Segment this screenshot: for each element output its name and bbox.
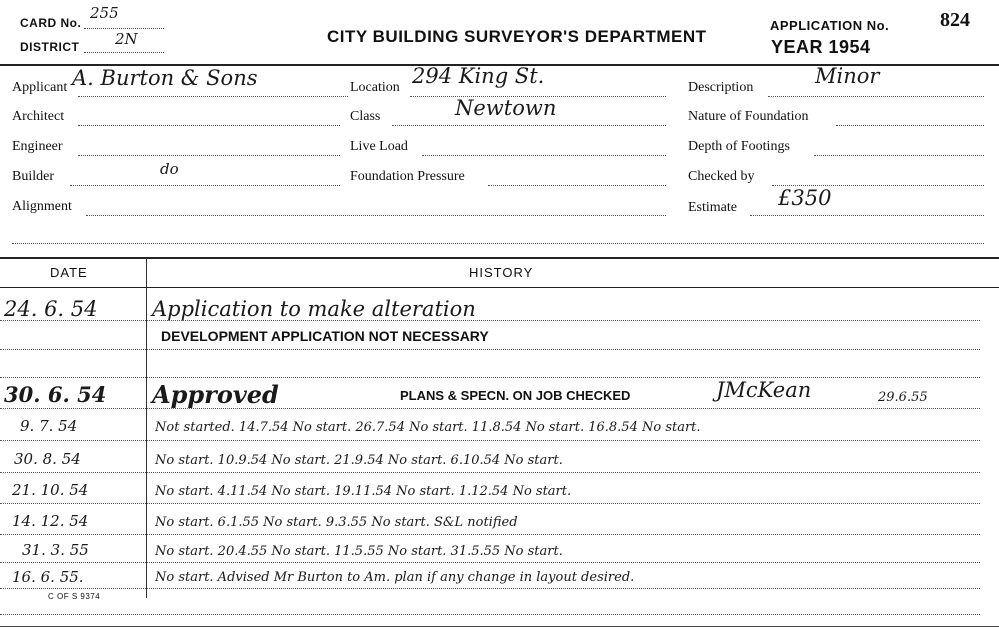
history-row-line bbox=[0, 503, 980, 504]
history-row-line bbox=[0, 472, 980, 473]
history-entry: No start. Advised Mr Burton to Am. plan if any change in layout desired. bbox=[155, 570, 635, 585]
year-label: YEAR 1954 bbox=[771, 37, 871, 57]
history-row-line bbox=[0, 562, 980, 563]
history-date: 9. 7. 54 bbox=[20, 417, 78, 435]
development-stamp: DEVELOPMENT APPLICATION NOT NECESSARY bbox=[161, 328, 489, 344]
description-value: Minor bbox=[815, 64, 880, 88]
engineer-line bbox=[78, 155, 340, 156]
checked-by-label: Checked by bbox=[688, 169, 755, 184]
history-header-rule bbox=[0, 287, 999, 288]
date-header: DATE bbox=[50, 265, 88, 280]
history-row-line bbox=[0, 320, 980, 321]
class-value: Newtown bbox=[455, 96, 557, 120]
foundation-pressure-line bbox=[488, 185, 666, 186]
alignment-label: Alignment bbox=[12, 199, 72, 214]
builder-line bbox=[70, 185, 340, 186]
history-date: 24. 6. 54 bbox=[4, 297, 98, 321]
history-date: 14. 12. 54 bbox=[12, 512, 89, 530]
class-line bbox=[392, 125, 666, 126]
blank-line bbox=[12, 243, 984, 244]
applicant-value: A. Burton & Sons bbox=[72, 66, 258, 90]
location-label: Location bbox=[350, 80, 400, 95]
live-load-line bbox=[422, 155, 666, 156]
card-no-label: CARD No. bbox=[20, 16, 82, 30]
history-date: 30. 6. 54 bbox=[4, 382, 107, 407]
history-date: 31. 3. 55 bbox=[22, 541, 89, 559]
bottom-line bbox=[0, 614, 980, 615]
history-row-line bbox=[0, 408, 980, 409]
engineer-label: Engineer bbox=[12, 139, 63, 154]
history-row-line bbox=[0, 377, 980, 378]
history-date: 21. 10. 54 bbox=[12, 481, 89, 499]
history-row-line bbox=[0, 588, 980, 589]
applicant-label: Applicant bbox=[12, 80, 68, 95]
history-row-line bbox=[0, 440, 980, 441]
stamp-date: 29.6.55 bbox=[878, 390, 928, 405]
builder-value: do bbox=[160, 160, 179, 178]
history-entry: Approved bbox=[152, 380, 279, 409]
card-no-value: 255 bbox=[90, 4, 119, 22]
architect-line bbox=[78, 125, 340, 126]
foundation-pressure-label: Foundation Pressure bbox=[350, 169, 465, 184]
history-date: 30. 8. 54 bbox=[14, 450, 81, 468]
history-entry: No start. 10.9.54 No start. 21.9.54 No start. 6.10.54 No start. bbox=[155, 453, 563, 468]
alignment-line bbox=[86, 215, 666, 216]
application-no-value: 824 bbox=[940, 9, 970, 31]
department-title: CITY BUILDING SURVEYOR'S DEPARTMENT bbox=[327, 27, 707, 46]
card-bottom-edge bbox=[0, 626, 999, 627]
nature-of-foundation-label: Nature of Foundation bbox=[688, 109, 809, 124]
district-line bbox=[84, 52, 164, 53]
history-date: 16. 6. 55. bbox=[12, 568, 84, 586]
stamp-signature: JMcKean bbox=[716, 378, 812, 402]
history-row-line bbox=[0, 534, 980, 535]
builder-label: Builder bbox=[12, 169, 54, 184]
location-value: 294 King St. bbox=[412, 64, 545, 88]
date-column-divider bbox=[146, 258, 147, 598]
district-value: 2N bbox=[115, 30, 138, 48]
history-header: HISTORY bbox=[469, 265, 534, 280]
form-code: C OF S 9374 bbox=[48, 592, 101, 601]
district-label: DISTRICT bbox=[20, 40, 80, 54]
history-entry: Not started. 14.7.54 No start. 26.7.54 No start. 11.8.54 No start. 16.8.54 No start. bbox=[155, 420, 701, 435]
application-no-label: APPLICATION No. bbox=[770, 18, 890, 33]
class-label: Class bbox=[350, 109, 381, 124]
live-load-label: Live Load bbox=[350, 139, 408, 154]
estimate-line bbox=[750, 215, 984, 216]
history-top-rule bbox=[0, 257, 999, 259]
history-entry: No start. 6.1.55 No start. 9.3.55 No start. S&L notified bbox=[155, 515, 518, 530]
card-no-line bbox=[84, 28, 164, 29]
nature-of-foundation-line bbox=[836, 125, 984, 126]
history-entry: No start. 4.11.54 No start. 19.11.54 No start. 1.12.54 No start. bbox=[155, 484, 572, 499]
depth-of-footings-label: Depth of Footings bbox=[688, 139, 790, 154]
description-label: Description bbox=[688, 80, 754, 95]
plans-checked-stamp: PLANS & SPECN. ON JOB CHECKED bbox=[400, 388, 631, 403]
history-entry: Application to make alteration bbox=[152, 297, 476, 321]
depth-of-footings-line bbox=[814, 155, 984, 156]
history-entry: No start. 20.4.55 No start. 11.5.55 No start. 31.5.55 No start. bbox=[155, 544, 563, 559]
architect-label: Architect bbox=[12, 109, 65, 124]
description-line bbox=[768, 96, 984, 97]
history-row-line bbox=[0, 349, 980, 350]
estimate-value: £350 bbox=[778, 186, 832, 210]
applicant-line bbox=[78, 96, 348, 97]
estimate-label: Estimate bbox=[688, 200, 737, 215]
